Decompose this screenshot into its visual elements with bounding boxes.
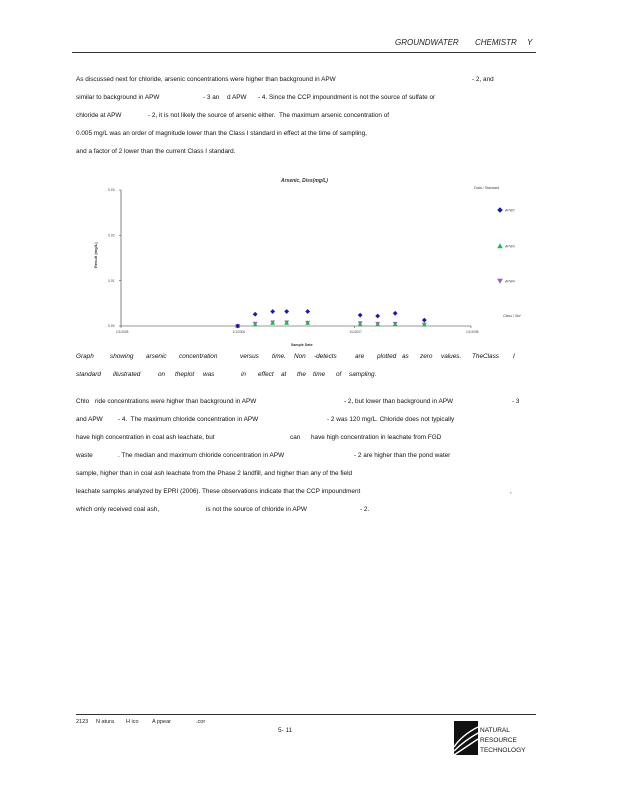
y-tick-label: 0.01 xyxy=(108,278,115,283)
text-fragment: - 2, and xyxy=(472,76,494,83)
logo-text-line: TECHNOLOGY xyxy=(480,747,526,754)
text-fragment: have high concentration in coal ash leachate, but xyxy=(76,434,215,441)
legend-title: Data / Standard xyxy=(474,186,500,190)
footer-rule xyxy=(76,714,536,715)
footer-fragment: A ppear xyxy=(152,719,171,725)
footer-fragment: .cor xyxy=(196,719,206,725)
data-point-apw2 xyxy=(305,309,310,314)
caption-word: versus xyxy=(240,353,259,360)
data-point-apw2 xyxy=(375,314,380,319)
caption-word: plotted xyxy=(377,353,397,360)
caption-word: zero xyxy=(420,353,433,360)
header-title-word1: GROUNDWATER xyxy=(395,38,459,47)
legend-marker-apw4 xyxy=(497,279,503,284)
caption-word: Non xyxy=(294,353,306,360)
arsenic-chart xyxy=(76,168,536,350)
text-fragment: chloride at APW xyxy=(76,112,122,119)
caption-word: of xyxy=(336,371,342,378)
caption-word: concentration xyxy=(179,353,218,360)
caption-word: illustrated xyxy=(113,371,141,378)
text-fragment: Chlo xyxy=(76,398,90,405)
data-point-apw2 xyxy=(284,309,289,314)
text-fragment: d APW xyxy=(227,94,247,101)
text-fragment: - 4. Since the CCP impoundment is not the source of sulfate or xyxy=(258,94,436,101)
caption-word: arsenic xyxy=(146,353,167,360)
x-axis-ticks xyxy=(116,326,479,334)
caption-word: Graph xyxy=(76,353,94,360)
header-title-word3: Y xyxy=(527,38,533,47)
text-fragment: . The median and maximum chloride concentration in APW xyxy=(118,452,285,459)
caption-word: TheClass xyxy=(472,353,499,360)
text-fragment: - 3 xyxy=(512,398,520,405)
footer-fragment: 2123 xyxy=(76,719,89,725)
text-fragment: and a factor of 2 lower than the current Class I standard. xyxy=(76,148,236,155)
logo-text-line: NATURAL xyxy=(480,727,510,734)
x-axis-label: Sample Date xyxy=(291,343,313,347)
caption-word: time xyxy=(313,371,326,378)
y-tick-label: 0.00 xyxy=(108,324,115,329)
text-fragment: ride concentrations were higher than background in APW xyxy=(95,398,257,405)
data-point-apw2 xyxy=(393,311,398,316)
text-fragment: - 2 was 120 mg/L. Chloride does not typically xyxy=(327,416,455,423)
text-fragment: similar to background in APW xyxy=(76,94,160,101)
page-number: 5- 11 xyxy=(278,727,293,734)
caption-word: are xyxy=(355,353,365,360)
text-fragment: which only received coal ash, xyxy=(76,506,160,513)
data-point-apw2 xyxy=(270,309,275,314)
y-axis-label: Result (mg/L) xyxy=(93,242,98,268)
data-points xyxy=(235,309,426,328)
text-fragment: - 2, but lower than background in APW xyxy=(344,398,454,405)
data-point-apw2 xyxy=(422,318,427,323)
caption-word: theplot xyxy=(175,371,195,378)
x-tick-label: 1/1/2007 xyxy=(349,330,362,334)
logo-text-line: RESOURCE xyxy=(480,737,517,744)
text-fragment: - 2, it is not likely the source of arsenic either. The maximum arsenic concentration of xyxy=(148,112,390,119)
caption-word: values. xyxy=(441,353,462,360)
text-fragment: - 4. The maximum chloride concentration in APW xyxy=(118,416,259,423)
text-fragment: have high concentration in leachate from FGD xyxy=(311,434,442,441)
header-title-word2: CHEMISTR xyxy=(475,38,517,47)
chart-title: Arsenic, Diss(mg/L) xyxy=(281,178,328,184)
logo-mark xyxy=(454,721,478,755)
x-tick-label: 1/1/2006 xyxy=(232,330,246,334)
caption-word: time. xyxy=(272,353,286,360)
caption-word: standard xyxy=(76,371,101,378)
legend-label: APW4 xyxy=(505,279,515,284)
caption-word: the xyxy=(297,371,306,378)
caption-word: sampling. xyxy=(349,371,377,378)
caption-word: at xyxy=(281,371,287,378)
text-fragment: leachate samples analyzed by EPRI (2006). These observations indicate that the CCP impoundment xyxy=(76,488,361,495)
chart-legend xyxy=(497,207,515,284)
y-axis-ticks xyxy=(108,188,121,328)
text-fragment: 0.005 mg/L was an order of magnitude lower than the Class I standard in effect at the time of sampling, xyxy=(76,130,367,137)
text-fragment: As discussed next for chloride, arsenic concentrations were higher than background in APW xyxy=(76,76,336,83)
text-fragment: , xyxy=(510,488,512,495)
y-tick-label: 0.03 xyxy=(108,188,115,193)
legend-marker-apw3 xyxy=(497,243,503,248)
x-tick-label: 1/1/2008 xyxy=(466,330,479,334)
x-tick-label: 1/1/2005 xyxy=(116,330,129,334)
y-tick-label: 0.02 xyxy=(108,233,115,238)
caption-word: in xyxy=(241,371,246,378)
text-fragment: waste xyxy=(76,452,93,459)
legend-label: APW2 xyxy=(505,208,515,213)
footer-fragment: H ico xyxy=(126,719,139,725)
footer-fragment: N atura xyxy=(96,719,115,725)
legend-marker-apw2 xyxy=(497,207,503,213)
text-fragment: - 2. xyxy=(360,506,370,513)
standard-label: Class I Std xyxy=(503,314,521,318)
data-point-apw2 xyxy=(253,312,258,317)
legend-label: APW3 xyxy=(505,244,515,249)
company-logo xyxy=(452,717,536,759)
text-fragment: sample, higher than in coal ash leachate from the Phase 2 landfill, and higher than any of the field xyxy=(76,470,353,477)
text-fragment: can xyxy=(290,434,301,441)
data-point-apw2 xyxy=(358,313,363,318)
caption-word: on xyxy=(158,371,166,378)
caption-word: as xyxy=(402,353,409,360)
caption-word: was xyxy=(203,371,215,378)
caption-word: I xyxy=(513,353,515,360)
text-fragment: is not the source of chloride in APW xyxy=(206,506,307,513)
header-rule xyxy=(72,52,536,53)
caption-word: effect xyxy=(258,371,274,378)
text-fragment: - 2 are higher than the pond water xyxy=(354,452,451,459)
text-fragment: and APW xyxy=(76,416,103,423)
text-fragment: - 3 an xyxy=(203,94,220,101)
caption-word: -detects xyxy=(314,353,337,360)
caption-word: showing xyxy=(110,353,134,360)
